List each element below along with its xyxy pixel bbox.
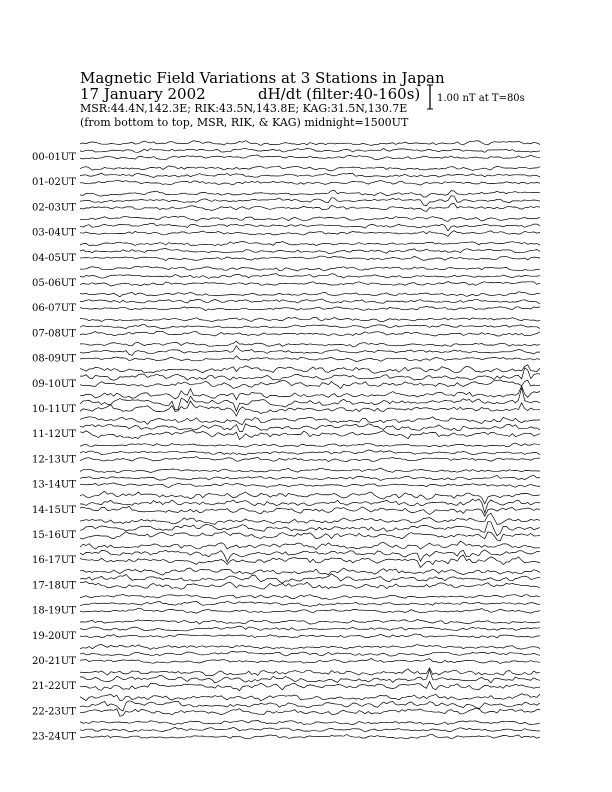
trace-rik bbox=[80, 196, 540, 206]
trace-kag bbox=[80, 190, 540, 197]
trace-kag bbox=[80, 668, 540, 676]
station-coordinates: MSR:44.4N,142.3E; RIK:43.5N,143.8E; KAG:31.5N,130.7E bbox=[80, 102, 408, 115]
hour-label: 18-19UT bbox=[32, 605, 76, 617]
trace-kag bbox=[80, 568, 540, 575]
trace-rik bbox=[80, 450, 540, 455]
trace-kag bbox=[80, 644, 540, 649]
trace-rik bbox=[80, 368, 540, 380]
trace-rik bbox=[80, 727, 540, 732]
trace-kag bbox=[80, 541, 540, 549]
chart-quantity: dH/dt (filter:40-160s) bbox=[258, 85, 421, 103]
trace-msr bbox=[80, 457, 540, 462]
trace-kag bbox=[80, 491, 540, 504]
trace-msr bbox=[80, 307, 540, 311]
trace-kag bbox=[80, 141, 540, 146]
trace-rik bbox=[80, 499, 540, 513]
trace-kag bbox=[80, 417, 540, 425]
hour-label: 02-03UT bbox=[32, 202, 76, 214]
trace-rik bbox=[80, 324, 540, 328]
trace-rik bbox=[80, 148, 540, 152]
trace-msr bbox=[80, 256, 540, 261]
trace-kag bbox=[80, 619, 540, 624]
trace-kag bbox=[80, 266, 540, 271]
trace-kag bbox=[80, 694, 540, 701]
trace-rik bbox=[80, 274, 540, 279]
hour-label: 06-07UT bbox=[32, 303, 76, 315]
trace-msr bbox=[80, 582, 540, 590]
trace-msr bbox=[80, 483, 540, 488]
hour-label: 23-24UT bbox=[32, 731, 76, 743]
hour-label: 00-01UT bbox=[32, 152, 76, 163]
trace-kag bbox=[80, 166, 540, 171]
trace-rik bbox=[80, 223, 540, 231]
trace-msr bbox=[80, 634, 540, 638]
hour-label: 22-23UT bbox=[32, 706, 76, 718]
hour-label: 11-12UT bbox=[32, 429, 76, 441]
trace-rik bbox=[80, 626, 540, 631]
trace-kag bbox=[80, 317, 540, 322]
trace-msr bbox=[80, 203, 540, 211]
trace-rik bbox=[80, 522, 540, 536]
trace-kag bbox=[80, 513, 540, 524]
trace-rik bbox=[80, 388, 540, 412]
trace-kag bbox=[80, 292, 540, 297]
hour-label: 05-06UT bbox=[32, 278, 76, 289]
trace-msr bbox=[80, 658, 540, 663]
trace-rik bbox=[80, 249, 540, 254]
trace-msr bbox=[80, 331, 540, 336]
trace-msr bbox=[80, 155, 540, 160]
hour-label: 15-16UT bbox=[32, 530, 76, 541]
trace-rik bbox=[80, 651, 540, 656]
trace-kag bbox=[80, 720, 540, 724]
trace-kag bbox=[80, 365, 540, 374]
hour-label: 10-11UT bbox=[32, 404, 76, 415]
hour-label: 13-14UT bbox=[32, 479, 76, 491]
hour-label: 16-17UT bbox=[32, 555, 76, 567]
trace-kag bbox=[80, 216, 540, 221]
trace-msr bbox=[80, 356, 540, 362]
hour-label: 21-22UT bbox=[32, 681, 76, 693]
trace-kag bbox=[80, 241, 540, 246]
scale-label: 1.00 nT at T=80s bbox=[437, 93, 525, 104]
hour-label: 03-04UT bbox=[32, 227, 76, 239]
chart-title: Magnetic Field Variations at 3 Stations in Japan bbox=[80, 69, 445, 87]
trace-rik bbox=[80, 346, 540, 356]
trace-kag bbox=[80, 341, 540, 347]
trace-kag bbox=[80, 468, 540, 473]
trace-msr bbox=[80, 231, 540, 237]
hour-label: 12-13UT bbox=[32, 454, 76, 466]
chart-date: 17 January 2002 bbox=[80, 85, 206, 103]
hour-label: 17-18UT bbox=[32, 580, 76, 592]
trace-rik bbox=[80, 574, 540, 583]
hour-label: 14-15UT bbox=[32, 504, 76, 516]
hour-label: 20-21UT bbox=[32, 656, 76, 667]
trace-msr bbox=[80, 506, 540, 516]
hour-label: 08-09UT bbox=[32, 353, 76, 365]
trace-msr bbox=[80, 555, 540, 568]
trace-msr bbox=[80, 431, 540, 440]
trace-msr bbox=[80, 532, 540, 541]
trace-msr bbox=[80, 380, 540, 389]
hour-label: 09-10UT bbox=[32, 378, 76, 390]
trace-rik bbox=[80, 701, 540, 711]
trace-kag bbox=[80, 443, 540, 447]
trace-msr bbox=[80, 282, 540, 287]
hour-label: 04-05UT bbox=[32, 252, 76, 264]
trace-msr bbox=[80, 180, 540, 185]
trace-rik bbox=[80, 173, 540, 177]
station-order-note: (from bottom to top, MSR, RIK, & KAG) midnight=1500UT bbox=[80, 116, 409, 129]
trace-rik bbox=[80, 299, 540, 304]
trace-rik bbox=[80, 424, 540, 432]
hour-label: 01-02UT bbox=[32, 177, 76, 189]
trace-msr bbox=[80, 401, 540, 416]
trace-rik bbox=[80, 601, 540, 606]
trace-msr bbox=[80, 735, 540, 739]
hour-label: 07-08UT bbox=[32, 328, 76, 340]
trace-msr bbox=[80, 708, 540, 716]
trace-rik bbox=[80, 475, 540, 480]
trace-msr bbox=[80, 608, 540, 613]
hour-label: 19-20UT bbox=[32, 630, 76, 642]
trace-kag bbox=[80, 595, 540, 600]
trace-kag bbox=[80, 386, 540, 400]
trace-msr bbox=[80, 681, 540, 690]
